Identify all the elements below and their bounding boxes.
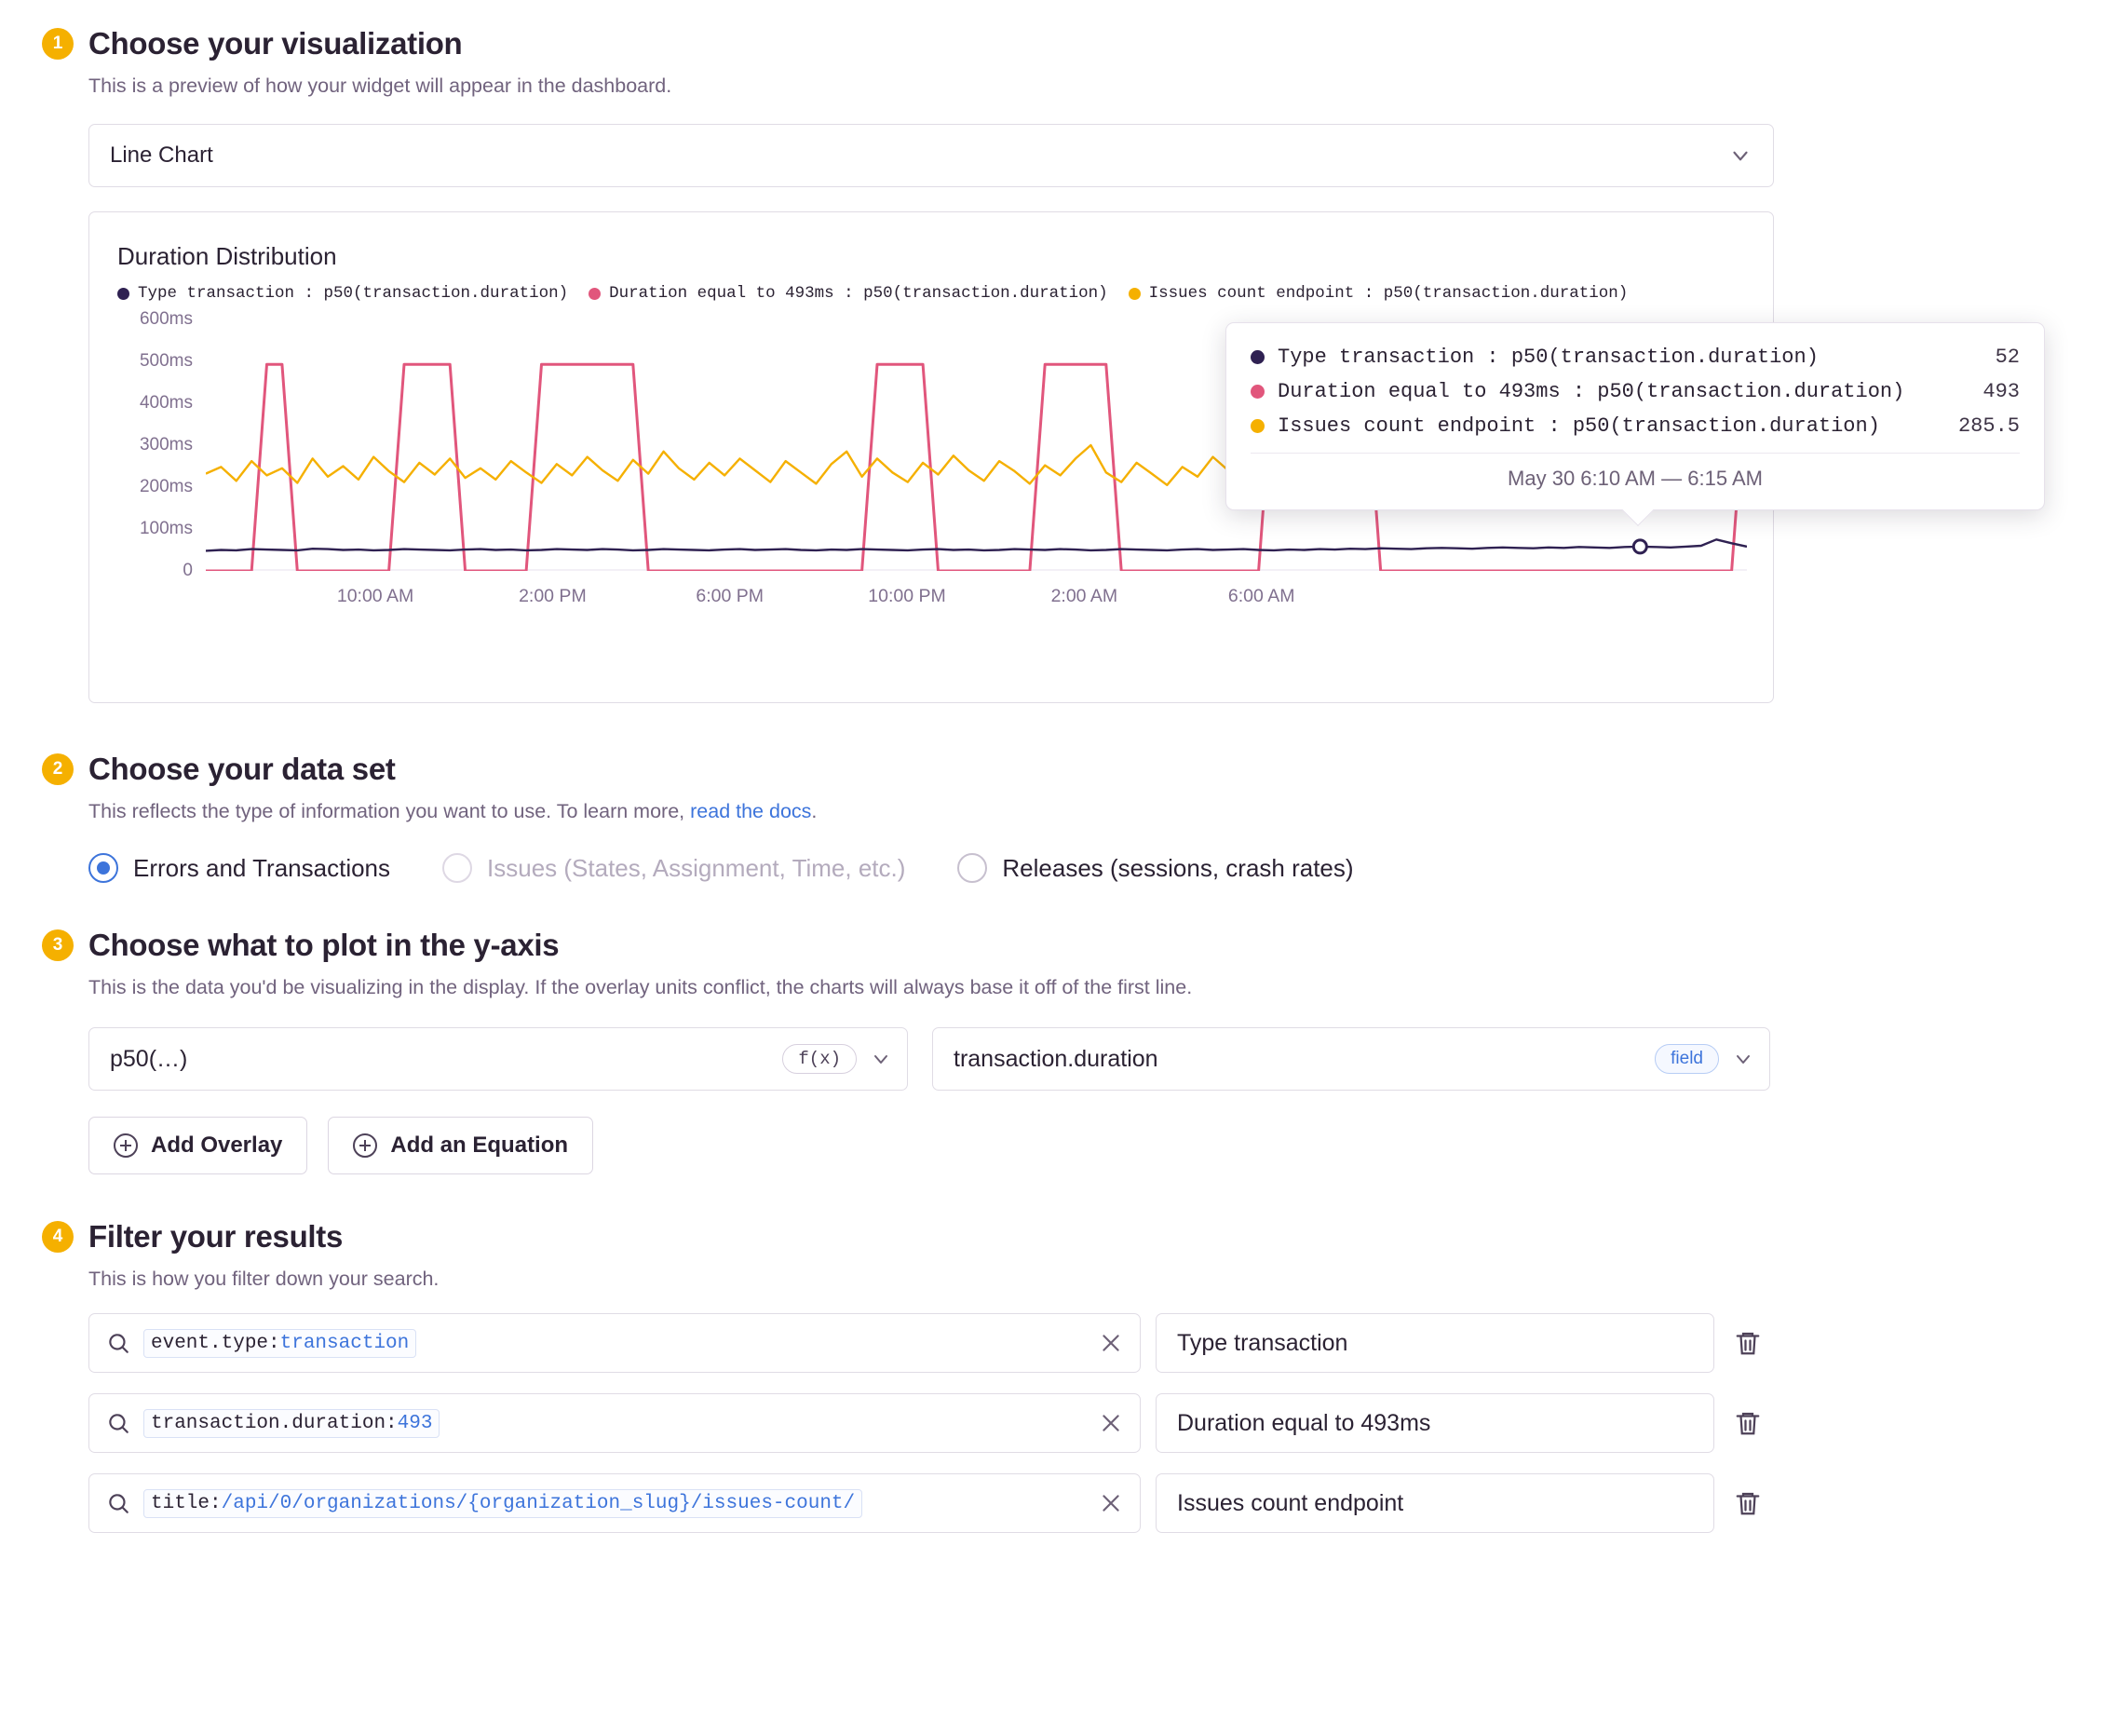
x-tick-label: 2:00 AM <box>1050 586 1118 607</box>
x-tick-label: 2:00 PM <box>519 586 587 607</box>
section-1-title: Choose your visualization <box>88 26 463 61</box>
section-choose-visualization <box>37 26 2074 703</box>
section-4-title: Filter your results <box>88 1219 344 1255</box>
plus-circle-icon <box>114 1133 138 1158</box>
legend-item[interactable] <box>1129 284 1629 303</box>
filter-token[interactable] <box>143 1489 862 1518</box>
tooltip-dot-icon <box>1251 350 1265 364</box>
radio-issues[interactable] <box>442 853 905 883</box>
chevron-down-icon <box>1728 143 1752 168</box>
radio-releases[interactable] <box>957 853 1353 883</box>
add-overlay-button[interactable] <box>88 1117 307 1174</box>
section-2-subtitle-suffix: . <box>811 800 818 823</box>
legend-dot-icon <box>589 288 601 300</box>
section-2-subtitle-text: This reflects the type of information you want to use. To learn more, <box>88 800 691 823</box>
chart-legend <box>117 284 1745 303</box>
tooltip-time-range: May 30 6:10 AM — 6:15 AM <box>1251 453 2020 502</box>
search-icon <box>106 1411 130 1435</box>
search-icon <box>106 1491 130 1515</box>
section-4-subtitle: This is how you filter down your search. <box>88 1268 440 1291</box>
legend-label: Type transaction : p50(transaction.duration) <box>138 284 569 304</box>
chart-series-line <box>206 539 1747 550</box>
filter-legend-alias-value: Duration equal to 493ms <box>1177 1409 1431 1436</box>
y-tick-label: 500ms <box>139 350 193 371</box>
filter-token[interactable] <box>143 1409 440 1438</box>
tooltip-row <box>1251 409 2020 443</box>
filter-legend-alias-value: Type transaction <box>1177 1329 1348 1356</box>
legend-dot-icon <box>117 288 129 300</box>
y-axis-field-row <box>88 1027 2074 1091</box>
filter-row <box>88 1313 2074 1373</box>
plus-circle-icon <box>353 1133 377 1158</box>
filter-token[interactable] <box>143 1329 416 1358</box>
tooltip-value: 493 <box>1982 380 2020 404</box>
y-tick-label: 0 <box>183 561 193 581</box>
radio-circle-icon <box>88 853 118 883</box>
filter-token-value: 493 <box>397 1412 433 1434</box>
field-value: transaction.duration <box>954 1045 1158 1072</box>
filter-row <box>88 1473 2074 1533</box>
section-2-title: Choose your data set <box>88 752 396 787</box>
radio-label: Errors and Transactions <box>133 853 391 882</box>
filter-legend-alias-input[interactable] <box>1156 1473 1714 1533</box>
section-filter-results <box>37 1219 2074 1533</box>
filter-legend-alias-value: Issues count endpoint <box>1177 1489 1404 1516</box>
x-tick-label: 10:00 AM <box>336 586 414 607</box>
chart-title: Duration Distribution <box>117 242 337 271</box>
filter-token-key: title: <box>151 1492 222 1514</box>
section-3-subtitle: This is the data you'd be visualizing in the display. If the overlay units conflict, the charts will always base it off of the first line. <box>88 976 1193 999</box>
step-badge-4: 4 <box>42 1221 74 1253</box>
filter-token-key: event.type: <box>151 1332 280 1354</box>
search-icon <box>106 1331 130 1355</box>
add-overlay-label: Add Overlay <box>151 1132 283 1159</box>
x-tick-label: 10:00 PM <box>868 586 946 607</box>
section-3-title: Choose what to plot in the y-axis <box>88 928 560 963</box>
field-type-pill: field <box>1655 1044 1719 1074</box>
filter-token-value: transaction <box>279 1332 410 1354</box>
filter-search-input[interactable] <box>88 1313 1141 1373</box>
section-1-subtitle: This is a preview of how your widget will appear in the dashboard. <box>88 75 672 97</box>
radio-circle-icon <box>442 853 472 883</box>
filter-search-input[interactable] <box>88 1473 1141 1533</box>
clear-icon[interactable] <box>1099 1491 1123 1515</box>
section-choose-y-axis <box>37 928 2074 1174</box>
field-select[interactable] <box>932 1027 1770 1091</box>
filter-token-key: transaction.duration: <box>151 1412 398 1434</box>
radio-circle-icon <box>957 853 987 883</box>
chart-tooltip <box>1225 322 2045 510</box>
y-tick-label: 600ms <box>139 309 193 330</box>
aggregate-select[interactable] <box>88 1027 908 1091</box>
chevron-down-icon <box>1732 1048 1754 1070</box>
filter-legend-alias-input[interactable] <box>1156 1393 1714 1453</box>
filter-legend-alias-input[interactable] <box>1156 1313 1714 1373</box>
read-the-docs-link[interactable]: read the docs <box>690 800 812 823</box>
radio-errors-and-transactions[interactable] <box>88 853 390 883</box>
clear-icon[interactable] <box>1099 1411 1123 1435</box>
radio-label: Issues (States, Assignment, Time, etc.) <box>487 853 906 882</box>
filter-row <box>88 1393 2074 1453</box>
tooltip-label: Type transaction : p50(transaction.duration) <box>1278 346 1819 370</box>
legend-label: Issues count endpoint : p50(transaction.duration) <box>1148 284 1629 304</box>
radio-label: Releases (sessions, crash rates) <box>1002 853 1354 882</box>
aggregate-value: p50(…) <box>110 1045 188 1072</box>
delete-filter-button[interactable] <box>1729 1329 1766 1357</box>
tooltip-label: Issues count endpoint : p50(transaction.duration) <box>1278 414 1880 439</box>
y-tick-label: 100ms <box>139 518 193 538</box>
section-choose-data-set <box>37 752 2074 883</box>
y-axis-button-row <box>88 1117 2074 1174</box>
x-tick-label: 6:00 AM <box>1227 586 1295 607</box>
tooltip-row <box>1251 374 2020 409</box>
tooltip-value: 52 <box>1995 346 2020 370</box>
delete-filter-button[interactable] <box>1729 1489 1766 1517</box>
tooltip-row <box>1251 340 2020 374</box>
step-badge-2: 2 <box>42 753 74 785</box>
y-tick-label: 400ms <box>139 392 193 413</box>
tooltip-value: 285.5 <box>1957 414 2020 439</box>
visualization-select-value: Line Chart <box>110 142 213 169</box>
legend-dot-icon <box>1129 288 1141 300</box>
filter-search-input[interactable] <box>88 1393 1141 1453</box>
legend-item[interactable] <box>589 284 1108 303</box>
section-2-subtitle <box>88 798 2074 825</box>
chevron-down-icon <box>870 1048 892 1070</box>
legend-item[interactable] <box>117 284 568 303</box>
section-4-header <box>37 1219 2074 1255</box>
section-1-header <box>37 26 2074 61</box>
add-equation-button[interactable] <box>328 1117 593 1174</box>
section-2-header <box>37 752 2074 787</box>
step-badge-3: 3 <box>42 929 74 961</box>
legend-label: Duration equal to 493ms : p50(transaction.duration) <box>609 284 1108 304</box>
visualization-select[interactable] <box>88 124 1774 187</box>
section-3-header <box>37 928 2074 963</box>
aggregate-type-pill: f(x) <box>782 1044 857 1074</box>
chart-hover-point <box>1633 540 1646 553</box>
data-set-radio-group <box>88 853 2074 883</box>
x-tick-label: 6:00 PM <box>696 586 764 607</box>
step-badge-1: 1 <box>42 28 74 60</box>
y-tick-label: 300ms <box>139 435 193 455</box>
y-tick-label: 200ms <box>139 476 193 496</box>
filter-token-value: /api/0/organizations/{organization_slug}/issues-count/ <box>221 1492 856 1514</box>
delete-filter-button[interactable] <box>1729 1409 1766 1437</box>
tooltip-label: Duration equal to 493ms : p50(transaction.duration) <box>1278 380 1905 404</box>
add-equation-label: Add an Equation <box>390 1132 569 1159</box>
chart-preview-card <box>88 211 2020 703</box>
clear-icon[interactable] <box>1099 1331 1123 1355</box>
tooltip-dot-icon <box>1251 419 1265 433</box>
tooltip-dot-icon <box>1251 385 1265 399</box>
